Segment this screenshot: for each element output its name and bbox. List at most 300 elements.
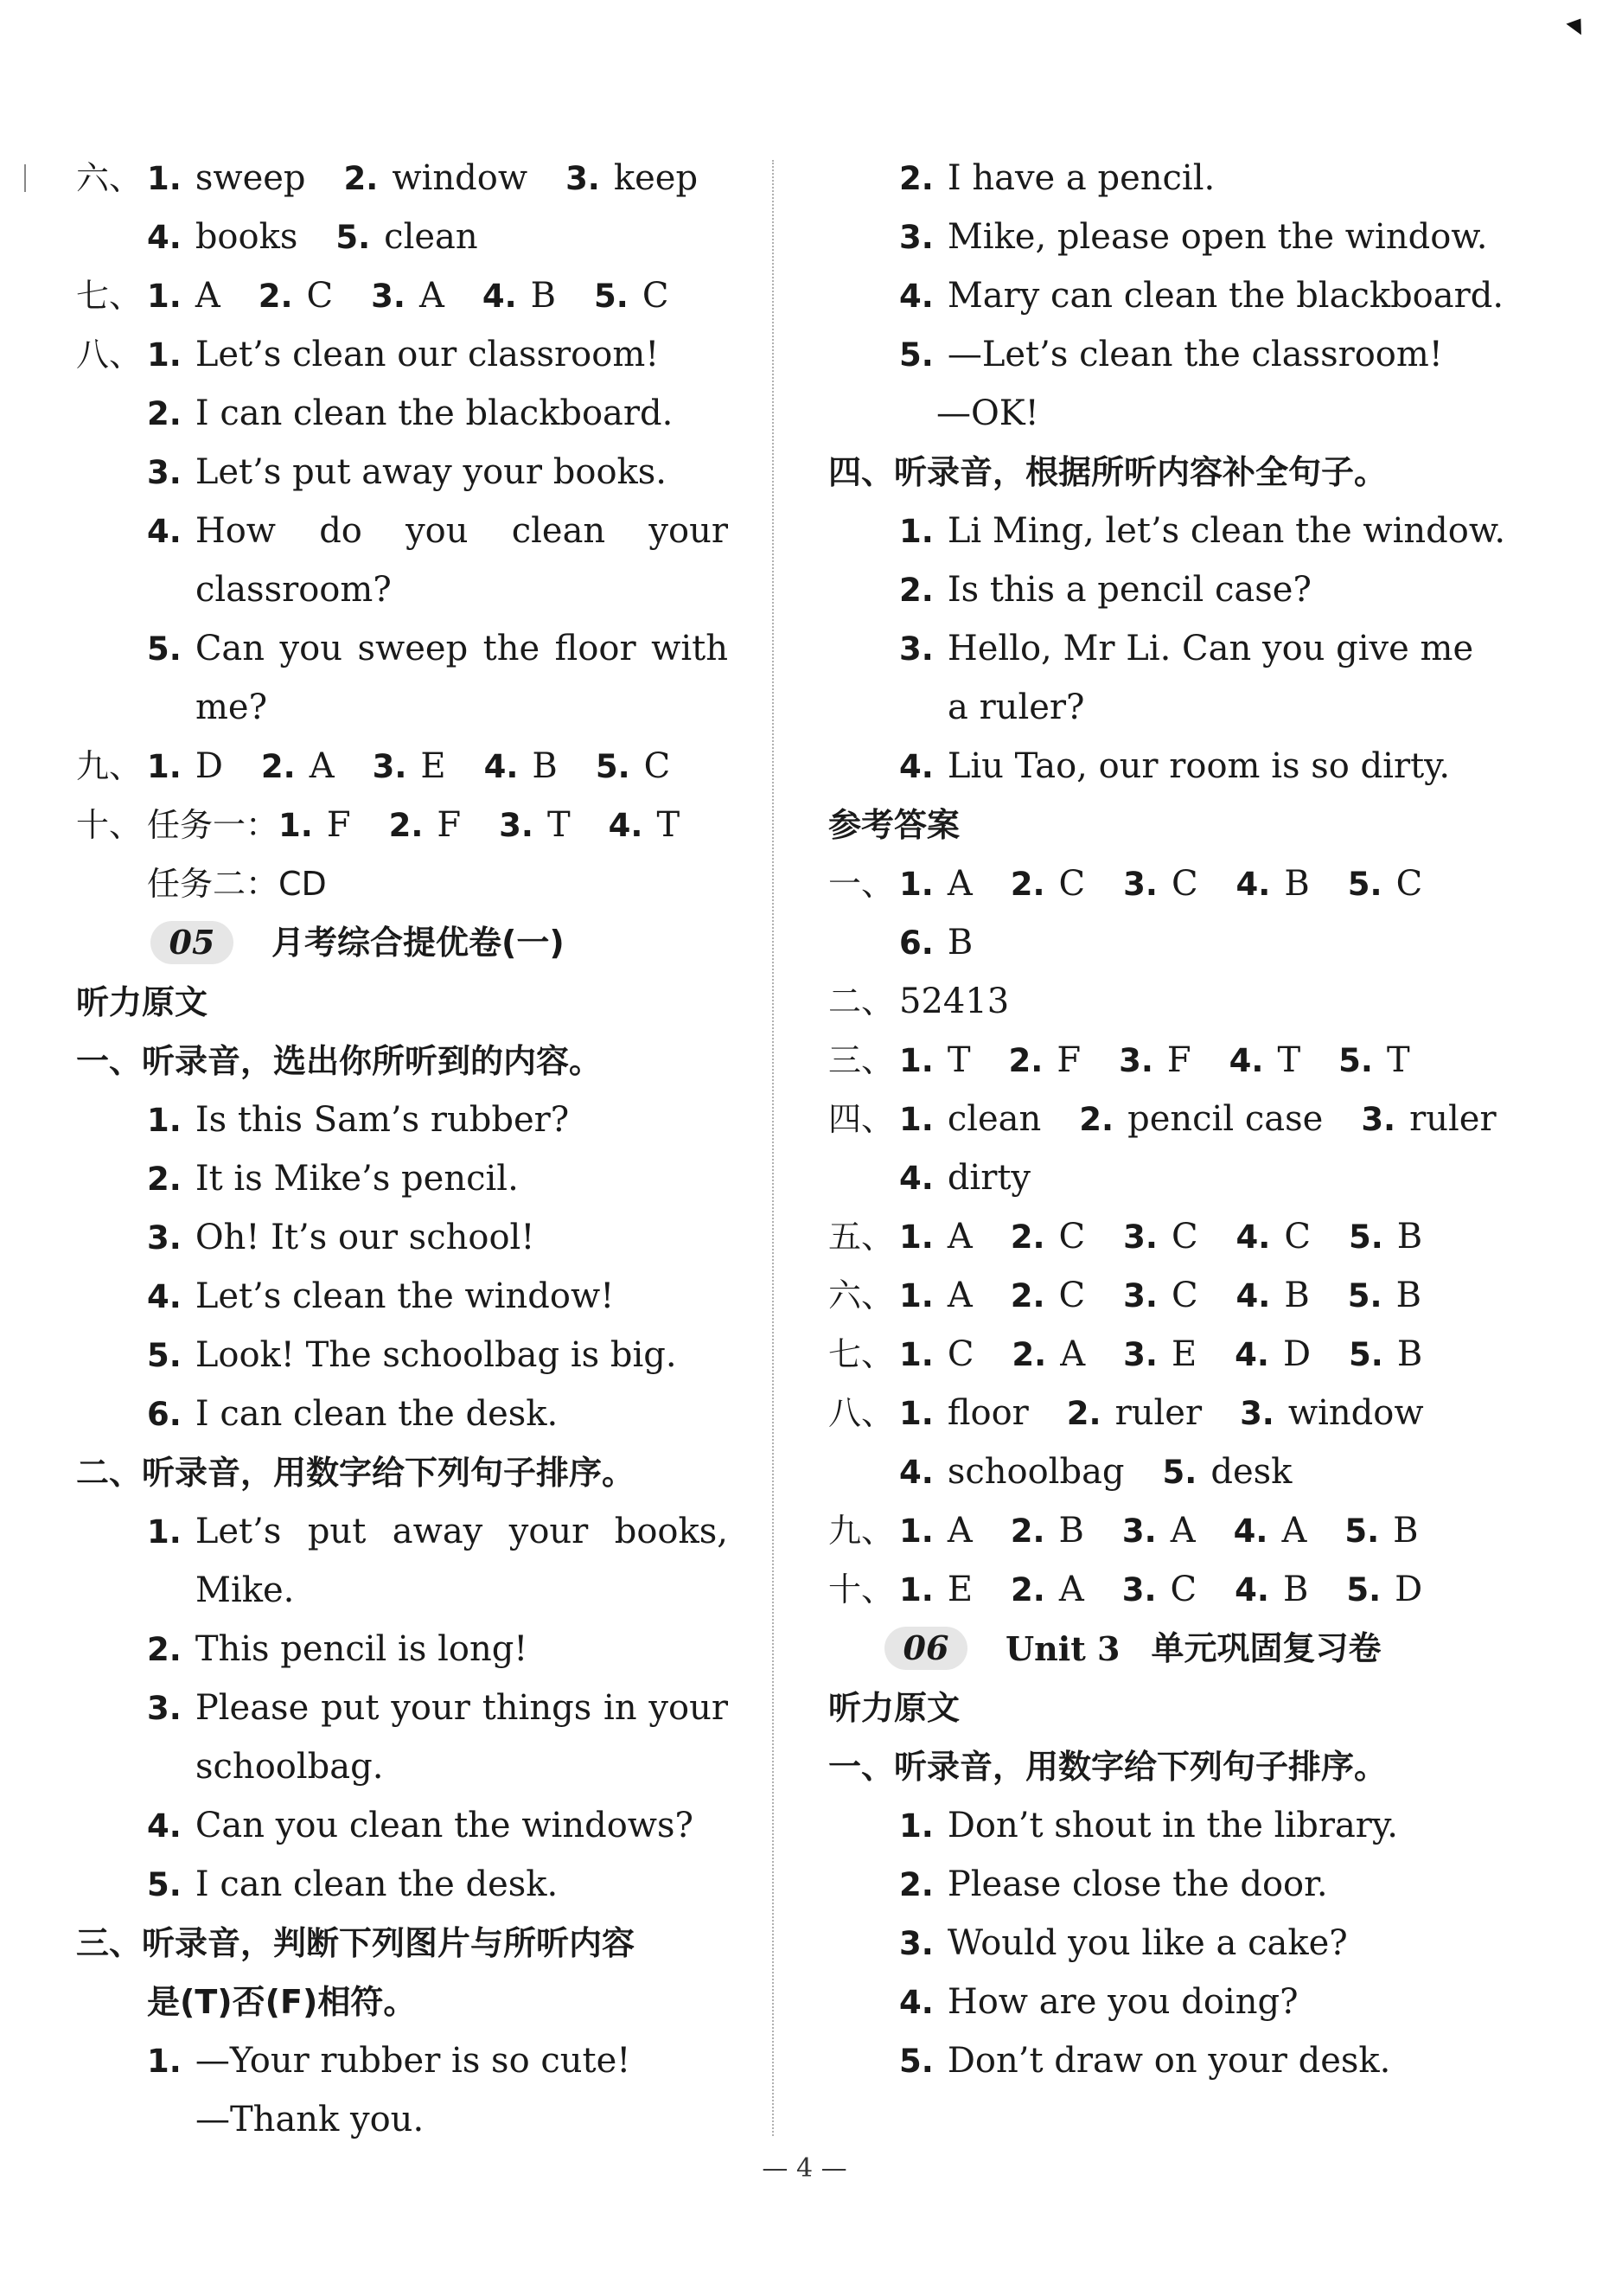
item-number: 4. <box>147 219 182 256</box>
answer-letter: B <box>1058 1511 1084 1551</box>
word: away <box>392 1512 483 1551</box>
u3-q1-line <box>828 1973 1494 2031</box>
q1-line <box>76 1090 733 1149</box>
answer-letter: F <box>326 805 351 845</box>
sentence-text: How are you doing? <box>947 1982 1299 2022</box>
answer-word: ruler <box>1409 1099 1497 1139</box>
item-number: 2. <box>1066 1395 1101 1432</box>
answer-word: window <box>392 158 528 198</box>
item-number: 4. <box>1235 1571 1269 1608</box>
item-number: 2. <box>1010 1277 1045 1314</box>
q3-cont-line <box>828 384 1494 443</box>
answer-letter: F <box>1166 1040 1191 1080</box>
sentence-text: Oh! It’s our school! <box>195 1218 535 1257</box>
item-number: 1. <box>899 1336 934 1373</box>
word: clean <box>511 511 606 551</box>
item-number: 4. <box>483 748 519 785</box>
answer-word: window <box>1287 1393 1424 1433</box>
word: your <box>648 511 728 551</box>
item-number: 2. <box>1008 1042 1044 1079</box>
section-number: 二、 <box>828 982 895 1020</box>
section-number: 六、 <box>828 1276 895 1314</box>
item-number: 1. <box>147 1102 182 1139</box>
section-number: 十、 <box>76 806 143 844</box>
word: sweep <box>357 629 469 668</box>
answer-letter: B <box>947 923 974 963</box>
answer-letter: B <box>530 276 557 316</box>
question-heading: 一、听录音，用数字给下列句子排序。 <box>828 1748 1388 1786</box>
sentence-text: —Thank you. <box>195 2100 425 2139</box>
item-number: 1. <box>899 513 934 550</box>
sec10-row <box>76 854 733 913</box>
section-number: 九、 <box>828 1512 895 1550</box>
sentence-text: —OK! <box>936 393 1039 433</box>
sentence-text <box>195 502 733 560</box>
item-number: 4. <box>899 1984 934 2021</box>
item-number: 2. <box>260 748 296 785</box>
item-number: 1. <box>899 1042 934 1079</box>
item-number: 4. <box>147 1807 182 1845</box>
item-number: 5. <box>1346 1571 1382 1608</box>
item-number: 3. <box>147 454 182 491</box>
section-heading-06 <box>828 1619 1494 1679</box>
answer-letter: T <box>656 805 680 845</box>
answers-heading: 参考答案 <box>828 806 961 844</box>
q3-cont-line <box>828 149 1494 208</box>
word: your <box>508 1512 589 1551</box>
sentence-text: Mike, please open the window. <box>947 217 1488 257</box>
ans1-row <box>828 913 1494 972</box>
q2-line <box>76 1737 733 1796</box>
item-number: 5. <box>1338 1042 1373 1079</box>
answer-letter: C <box>1284 1217 1311 1257</box>
item-number: 4. <box>899 278 934 315</box>
section-number: 七、 <box>76 277 143 315</box>
item-number: 6. <box>899 924 934 962</box>
item-number: 1. <box>899 866 934 903</box>
item-number: 1. <box>899 1513 934 1550</box>
word: you <box>405 511 469 551</box>
right-column <box>828 149 1506 2090</box>
item-number: 2. <box>147 395 182 432</box>
item-number: 1. <box>147 336 182 374</box>
answer-letter: A <box>947 1511 973 1551</box>
margin-tick <box>24 164 26 192</box>
answer-letter: C <box>1058 1217 1086 1257</box>
sec8-line <box>76 619 733 678</box>
answer-letter: D <box>1395 1570 1423 1609</box>
item-number: 1. <box>899 1277 934 1314</box>
answer-letter: D <box>195 746 223 786</box>
answer-word: pencil case <box>1127 1099 1324 1139</box>
item-number: 1. <box>899 1101 934 1138</box>
item-number: 2. <box>258 278 293 315</box>
sentence-text: Is this Sam’s rubber? <box>195 1100 570 1140</box>
answer-letter: B <box>532 746 558 786</box>
q4-line <box>828 737 1494 796</box>
q1-line <box>76 1267 733 1326</box>
page-number: 4 <box>795 2153 814 2184</box>
ans4-row <box>828 1148 1494 1207</box>
sentence-text: Let’s put away your books. <box>195 452 667 492</box>
u3-q1-line <box>828 1855 1494 1914</box>
item-number: 4. <box>1235 1277 1271 1314</box>
item-number: 4. <box>899 1454 934 1491</box>
item-number: 5. <box>899 2043 934 2080</box>
answer-sequence: 52413 <box>899 982 1010 1021</box>
sentence-text: I can clean the desk. <box>195 1864 559 1904</box>
q3-cont-line <box>828 325 1494 384</box>
q2-line <box>76 1502 733 1561</box>
item-number: 2. <box>899 1866 934 1903</box>
item-number: 3. <box>499 807 533 844</box>
answer-letter: E <box>1171 1334 1197 1374</box>
answer-letter: C <box>1171 1217 1198 1257</box>
sentence-text: Is this a pencil case? <box>947 570 1312 610</box>
sec8-line <box>76 560 733 619</box>
item-number: 3. <box>371 278 405 315</box>
item-number: 1. <box>899 1218 934 1256</box>
answer-letter: C <box>1058 1276 1086 1315</box>
answer-letter: C <box>306 276 334 316</box>
q4-line <box>828 619 1494 678</box>
item-number: 4. <box>899 1160 934 1197</box>
item-number: 5. <box>335 219 371 256</box>
word: do <box>319 511 362 551</box>
item-number: 4. <box>1233 1513 1268 1550</box>
ans2-row <box>828 972 1494 1031</box>
answer-word: clean <box>947 1099 1042 1139</box>
item-number: 3. <box>1123 1218 1158 1256</box>
word: How <box>195 511 277 551</box>
answer-letter: A <box>309 746 335 786</box>
item-number: 2. <box>388 807 424 844</box>
task-answer: 任务二：CD <box>147 865 327 903</box>
item-number: 3. <box>1119 1042 1153 1079</box>
sentence-text <box>195 619 733 678</box>
answer-letter: C <box>1171 864 1198 904</box>
answer-letter: E <box>947 1570 974 1609</box>
answer-letter: C <box>1170 1570 1197 1609</box>
sentence-text: Mike. <box>195 1570 295 1610</box>
answer-letter: C <box>1171 1276 1198 1315</box>
item-number: 5. <box>1344 1513 1380 1550</box>
word: your <box>391 1688 470 1728</box>
left-column <box>76 149 733 2149</box>
item-number: 6. <box>147 1396 182 1433</box>
item-number: 2. <box>147 1631 182 1668</box>
sentence-text: Look! The schoolbag is big. <box>195 1335 677 1375</box>
answer-letter: A <box>947 864 973 904</box>
item-number: 3. <box>565 160 600 197</box>
section-number: 四、 <box>828 1100 895 1138</box>
q2-line <box>76 1561 733 1620</box>
item-number: 3. <box>1361 1101 1396 1138</box>
ans8-row <box>828 1442 1494 1501</box>
sentence-text: —Your rubber is so cute! <box>195 2041 631 2081</box>
sentence-text: I can clean the blackboard. <box>195 393 674 433</box>
item-number: 1. <box>278 807 313 844</box>
ans10-row <box>828 1560 1494 1619</box>
section-number: 三、 <box>828 1041 895 1079</box>
sec8-line <box>76 678 733 737</box>
item-number: 5. <box>147 630 182 668</box>
sentence-text: Hello, Mr Li. Can you give me <box>947 629 1474 668</box>
word: you <box>279 629 342 668</box>
q1-line <box>76 1208 733 1267</box>
item-number: 5. <box>899 336 934 374</box>
item-number: 2. <box>899 572 934 609</box>
task-label: 任务一： <box>147 806 279 844</box>
item-number: 2. <box>899 160 934 197</box>
answer-letter: A <box>947 1217 973 1257</box>
section-heading-05 <box>76 913 733 973</box>
sentence-text: Can you clean the windows? <box>195 1806 694 1845</box>
answer-word: ruler <box>1114 1393 1203 1433</box>
item-number: 4. <box>482 278 517 315</box>
section-number: 九、 <box>76 747 143 785</box>
question-heading: 是(T)否(F)相符。 <box>147 1983 417 2021</box>
answer-letter: B <box>1282 1570 1309 1609</box>
sentence-text: It is Mike’s pencil. <box>195 1159 519 1199</box>
item-number: 1. <box>147 160 182 197</box>
word: Can <box>195 629 265 668</box>
ans1-row <box>828 854 1494 913</box>
unit-label: Unit 3 <box>1006 1629 1121 1668</box>
q1-line <box>76 1326 733 1385</box>
item-number: 3. <box>1121 1513 1157 1550</box>
sentence-text: This pencil is long! <box>195 1629 528 1669</box>
item-number: 1. <box>147 278 182 315</box>
q3-line <box>76 2031 733 2090</box>
sec8-line <box>76 384 733 443</box>
answer-letter: D <box>1282 1334 1312 1374</box>
question-heading: 四、听录音，根据所听内容补全句子。 <box>828 453 1388 491</box>
section-badge: 06 <box>884 1627 967 1670</box>
sentence-text: Li Ming, let’s clean the window. <box>947 511 1506 551</box>
answer-word: dirty <box>947 1158 1031 1198</box>
q1-line <box>76 1385 733 1443</box>
ans4-row <box>828 1090 1497 1148</box>
answer-word: sweep <box>195 158 306 198</box>
ans8-row <box>828 1384 1494 1442</box>
sec6-row <box>76 208 733 266</box>
answer-letter: A <box>1060 1334 1086 1374</box>
item-number: 2. <box>1011 1571 1045 1608</box>
answer-letter: B <box>1396 1334 1423 1374</box>
item-number: 4. <box>147 1278 182 1315</box>
sec8-line <box>76 502 733 560</box>
answer-letter: A <box>195 276 220 316</box>
sentence-text: schoolbag. <box>195 1747 384 1787</box>
answer-letter: A <box>418 276 444 316</box>
item-number: 2. <box>1010 1513 1045 1550</box>
listening-heading: 听力原文 <box>76 983 208 1021</box>
sec10-row <box>76 796 733 854</box>
answer-letter: B <box>1393 1511 1419 1551</box>
answer-letter: B <box>1395 1276 1421 1315</box>
answer-letter: C <box>642 276 669 316</box>
answer-letter: F <box>437 805 462 845</box>
word: books, <box>614 1512 728 1551</box>
q2-line <box>76 1855 733 1914</box>
u3-q1-line <box>828 1914 1494 1973</box>
answer-letter: A <box>1058 1570 1084 1609</box>
answer-word: keep <box>613 158 699 198</box>
section-number: 六、 <box>76 159 143 197</box>
item-number: 1. <box>147 2043 182 2080</box>
answer-word: books <box>195 217 298 257</box>
item-number: 4. <box>1235 866 1271 903</box>
sec7-row <box>76 266 733 325</box>
section-number: 五、 <box>828 1218 895 1256</box>
item-number: 3. <box>899 630 934 668</box>
section-number: 八、 <box>828 1394 895 1432</box>
item-number: 4. <box>1235 1336 1269 1373</box>
item-number: 1. <box>147 748 182 785</box>
ans6-row <box>828 1266 1494 1325</box>
answer-letter: T <box>1386 1040 1410 1080</box>
item-number: 3. <box>899 219 934 256</box>
answer-letter: B <box>1396 1217 1423 1257</box>
answer-letter: C <box>1058 864 1086 904</box>
item-number: 4. <box>899 748 934 785</box>
item-number: 5. <box>1347 866 1382 903</box>
q4-line <box>828 560 1494 619</box>
sentence-text: me? <box>195 688 268 727</box>
item-number: 3. <box>372 748 407 785</box>
q3-cont-line <box>828 208 1494 266</box>
sentence-text: Liu Tao, our room is so dirty. <box>947 746 1451 786</box>
q4-line <box>828 502 1506 560</box>
answer-word: clean <box>384 217 478 257</box>
item-number: 2. <box>147 1161 182 1198</box>
sec6-row <box>76 149 733 208</box>
sentence-text: Mary can clean the blackboard. <box>947 276 1504 316</box>
sentence-text: Don’t shout in the library. <box>947 1806 1398 1845</box>
answer-letter: C <box>1395 864 1423 904</box>
sentence-text: Let’s clean the window! <box>195 1276 615 1316</box>
sentence-text <box>195 1502 733 1561</box>
answer-letter: A <box>1170 1511 1196 1551</box>
word: put <box>307 1512 367 1551</box>
section-title: 单元巩固复习卷 <box>1151 1629 1382 1667</box>
item-number: 1. <box>899 1395 934 1432</box>
word: Let’s <box>195 1512 282 1551</box>
word: floor <box>554 629 636 668</box>
question-heading: 一、听录音，选出你所听到的内容。 <box>76 1042 603 1080</box>
item-number: 5. <box>147 1337 182 1374</box>
item-number: 5. <box>1349 1336 1383 1373</box>
word: your <box>648 1688 728 1728</box>
item-number: 2. <box>1010 1218 1045 1256</box>
section-number: 八、 <box>76 336 143 374</box>
item-number: 1. <box>899 1807 934 1845</box>
item-number: 2. <box>343 160 379 197</box>
item-number: 2. <box>1010 866 1045 903</box>
sentence-text: —Let’s clean the classroom! <box>947 335 1443 374</box>
sentence-text: Please close the door. <box>947 1864 1328 1904</box>
q2-line <box>76 1679 733 1737</box>
listening-heading: 听力原文 <box>828 1689 961 1727</box>
item-number: 4. <box>147 513 182 550</box>
sentence-text: Would you like a cake? <box>947 1923 1348 1963</box>
answer-letter: T <box>546 805 571 845</box>
answer-letter: A <box>1281 1511 1307 1551</box>
q3-line <box>76 2090 733 2149</box>
ans5-row <box>828 1207 1494 1266</box>
item-number: 3. <box>1121 1571 1157 1608</box>
question-heading: 二、听录音，用数字给下列句子排序。 <box>76 1454 635 1492</box>
word: in <box>603 1688 637 1728</box>
item-number: 2. <box>1012 1336 1047 1373</box>
item-number: 3. <box>147 1690 182 1727</box>
answer-letter: C <box>643 746 671 786</box>
page-footer: — 4 — <box>762 2153 847 2184</box>
sentence-text: I can clean the desk. <box>195 1394 559 1434</box>
sentence-text: a ruler? <box>948 688 1085 727</box>
sentence-text <box>195 1679 733 1737</box>
item-number: 3. <box>1123 866 1158 903</box>
answer-letter: T <box>1277 1040 1301 1080</box>
sentence-text: classroom? <box>195 570 392 610</box>
q2-line <box>76 1796 733 1855</box>
item-number: 1. <box>899 1571 934 1608</box>
answer-word: desk <box>1210 1452 1293 1492</box>
corner-mark-icon <box>1566 18 1586 38</box>
sentence-text: I have a pencil. <box>947 158 1216 198</box>
item-number: 4. <box>1235 1218 1271 1256</box>
answer-letter: A <box>947 1276 973 1315</box>
word: things <box>482 1688 592 1728</box>
sec8-line <box>76 443 733 502</box>
u3-q1-line <box>828 2031 1494 2090</box>
ans3-row <box>828 1031 1494 1090</box>
answer-letter: E <box>420 746 446 786</box>
answer-letter: F <box>1057 1040 1082 1080</box>
item-number: 2. <box>1079 1101 1114 1138</box>
section-number: 一、 <box>828 865 895 903</box>
word: the <box>482 629 540 668</box>
item-number: 4. <box>1229 1042 1264 1079</box>
item-number: 3. <box>1123 1336 1158 1373</box>
item-number: 5. <box>1162 1454 1197 1491</box>
section-number: 十、 <box>828 1570 895 1608</box>
ans9-row <box>828 1501 1494 1560</box>
q3-cont-line <box>828 266 1504 325</box>
item-number: 5. <box>1348 1218 1383 1256</box>
item-number: 4. <box>608 807 643 844</box>
item-number: 3. <box>1240 1395 1274 1432</box>
answer-letter: T <box>947 1040 971 1080</box>
item-number: 5. <box>595 748 630 785</box>
section-badge: 05 <box>150 921 233 964</box>
section-number: 七、 <box>828 1335 895 1373</box>
u3-q1-line <box>828 1796 1494 1855</box>
q4-line <box>828 678 1494 737</box>
sentence-text: Let’s clean our classroom! <box>195 335 660 374</box>
item-number: 5. <box>594 278 629 315</box>
item-number: 5. <box>1347 1277 1382 1314</box>
q2-line <box>76 1620 733 1679</box>
word: Please <box>195 1688 310 1728</box>
q1-line <box>76 1149 733 1208</box>
section-title: 月考综合提优卷(一) <box>271 924 565 962</box>
word: put <box>321 1688 380 1728</box>
question-heading: 三、听录音，判断下列图片与所听内容 <box>76 1924 635 1962</box>
sec8-line <box>76 325 733 384</box>
sec9-row <box>76 737 733 796</box>
